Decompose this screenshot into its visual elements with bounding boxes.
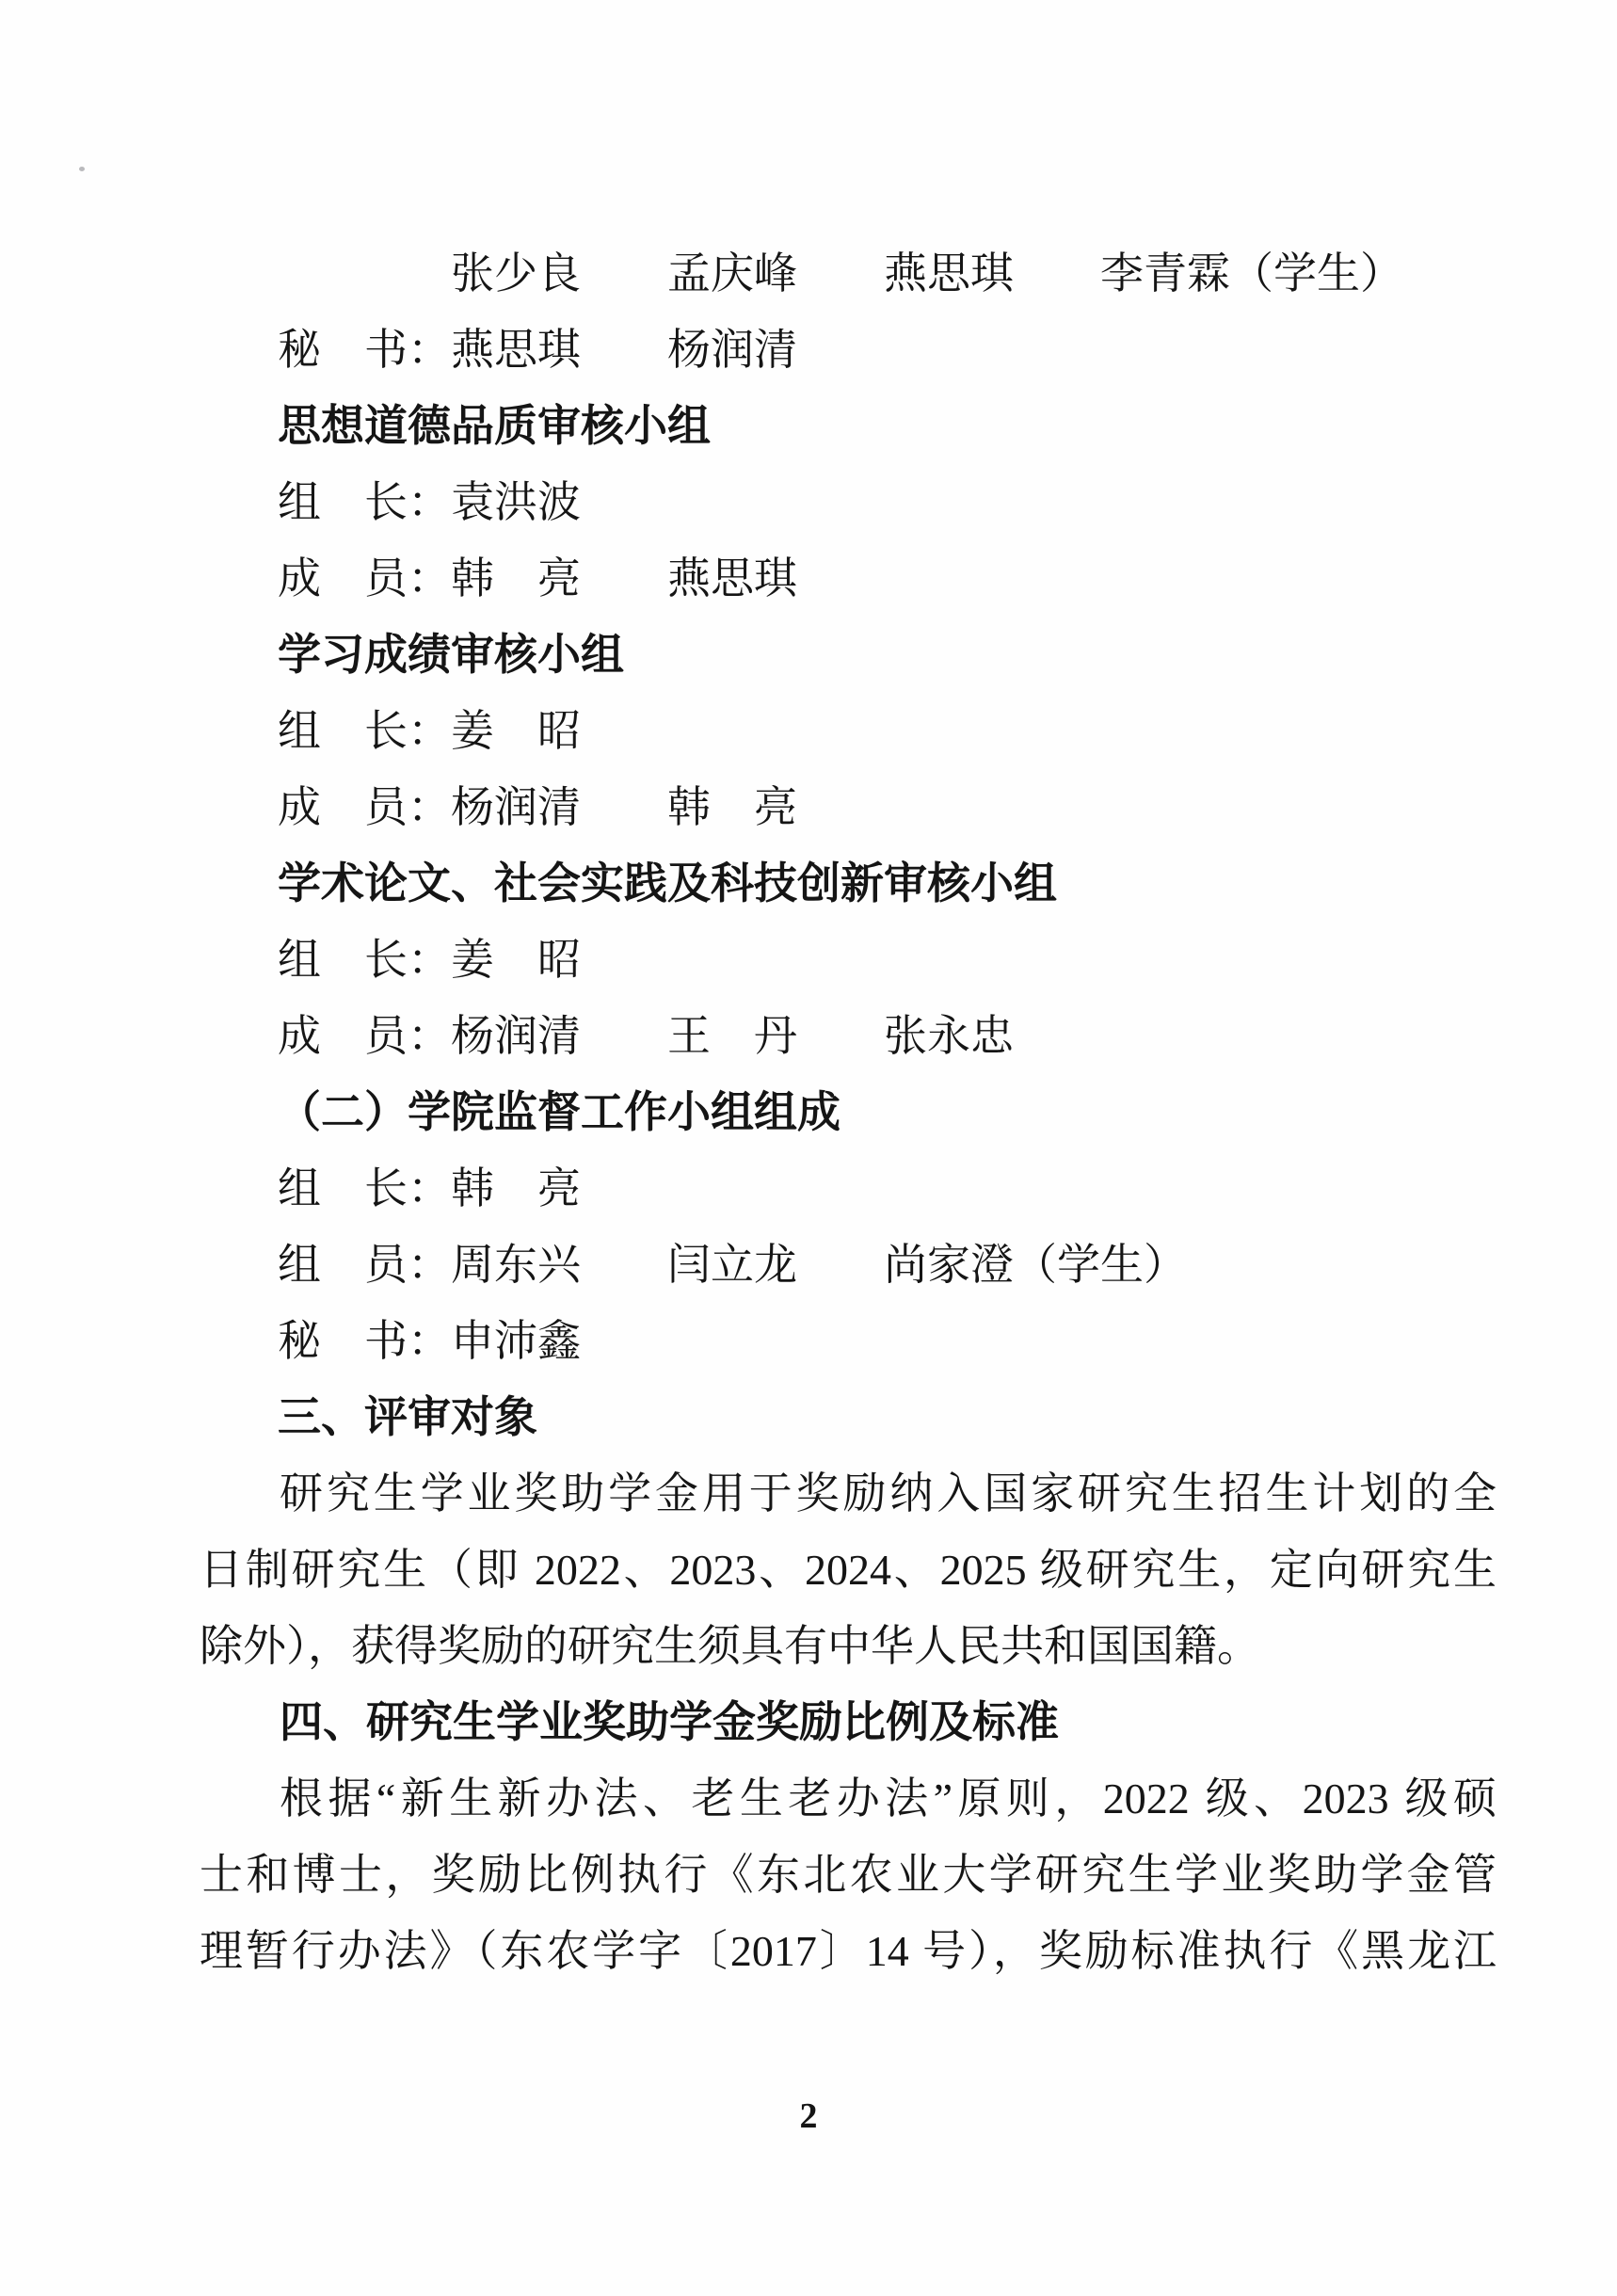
member-names-continuation-line: 张少良 孟庆峰 燕思琪 李青霖（学生） [451, 249, 1403, 297]
paragraph-line: 除外），获得奖励的研究生须具有中华人民共和国国籍。 [200, 1622, 1260, 1670]
group-leader-line: 组 长：韩 亮 [278, 1164, 581, 1212]
heading-academic-performance-review-group: 学习成绩审核小组 [278, 631, 624, 679]
heading-section-4-award-ratio-standards: 四、研究生学业奖助学金奖励比例及标准 [280, 1698, 1059, 1746]
heading-papers-practice-innovation-review-group: 学术论文、社会实践及科技创新审核小组 [278, 859, 1057, 907]
paragraph-line: 理暂行办法》（东农学字〔2017〕14 号），奖励标准执行《黑龙江 [200, 1927, 1497, 1975]
heading-college-supervision-work-group: （二）学院监督工作小组组成 [278, 1088, 841, 1136]
paragraph-line: 研究生学业奖助学金用于奖励纳入国家研究生招生计划的全 [280, 1469, 1497, 1517]
group-leader-line: 组 长：袁洪波 [278, 478, 581, 526]
document-text-block [200, 235, 1497, 1989]
scan-artifact-dot [79, 167, 85, 171]
heading-ideology-morality-review-group: 思想道德品质审核小组 [278, 402, 711, 450]
page-number: 2 [799, 2096, 818, 2136]
paragraph-line: 根据“新生新办法、老生老办法”原则，2022 级、2023 级硕 [280, 1774, 1497, 1822]
group-members-line: 成 员：韩 亮 燕思琪 [278, 554, 797, 602]
group-leader-line: 组 长：姜 昭 [278, 707, 581, 755]
paragraph-line: 士和博士，奖励比例执行《东北农业大学研究生学业奖助学金管 [200, 1851, 1497, 1899]
group-members-line: 成 员：杨润清 王 丹 张永忠 [278, 1012, 1014, 1060]
paragraph-line: 日制研究生（即 2022、2023、2024、2025 级研究生，定向研究生 [200, 1546, 1497, 1594]
group-members-line: 成 员：杨润清 韩 亮 [278, 783, 797, 831]
secretary-line: 秘 书：燕思琪 杨润清 [278, 326, 797, 374]
secretary-line: 秘 书：申沛鑫 [278, 1317, 581, 1365]
group-leader-line: 组 长：姜 昭 [278, 936, 581, 984]
heading-section-3-review-targets: 三、评审对象 [278, 1393, 537, 1441]
group-members-line: 组 员：周东兴 闫立龙 尚家澄（学生） [278, 1241, 1187, 1289]
